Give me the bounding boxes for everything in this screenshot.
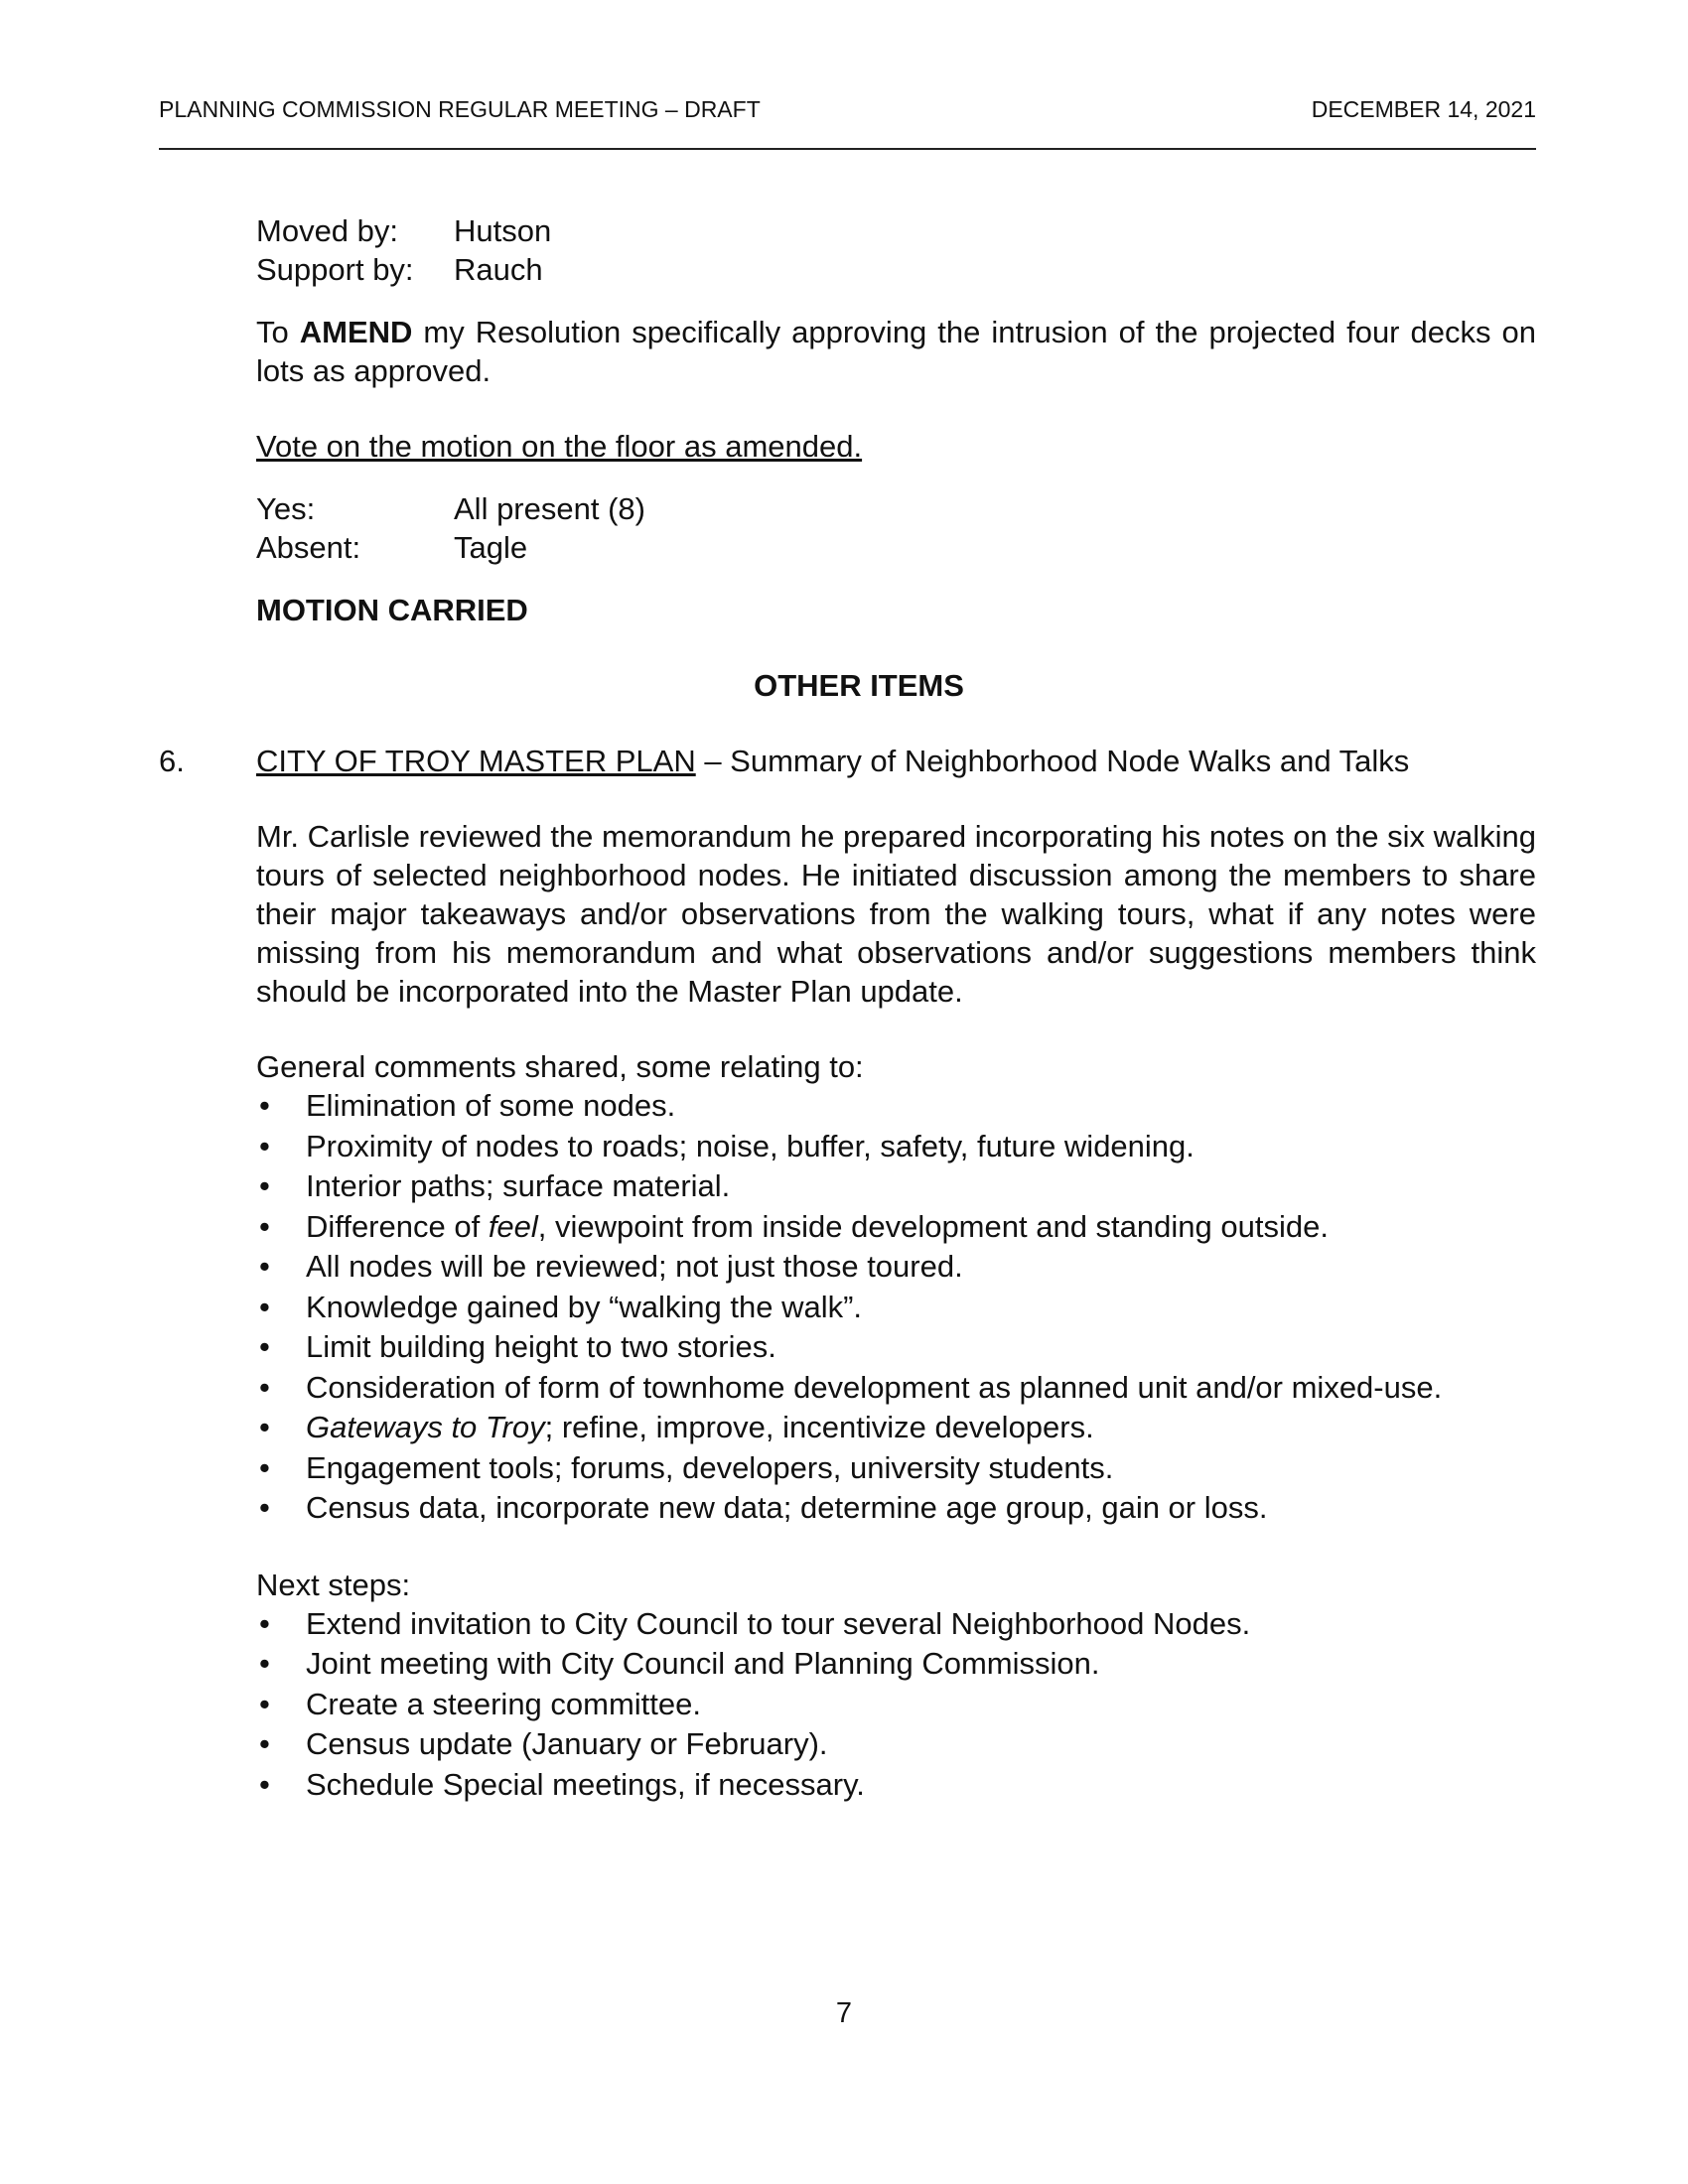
comment-9-italic: Gateways to Troy bbox=[306, 1410, 545, 1444]
list-item: • Consideration of form of townhome development as planned unit and/or mixed-use. bbox=[256, 1368, 1536, 1409]
list-item: • Create a steering committee. bbox=[256, 1685, 1536, 1725]
next-steps-intro: Next steps: bbox=[256, 1567, 411, 1602]
next-steps-list bbox=[256, 1604, 1536, 1806]
list-item: • Elimination of some nodes. bbox=[256, 1086, 1536, 1127]
list-item: • Extend invitation to City Council to tour several Neighborhood Nodes. bbox=[256, 1604, 1536, 1645]
summary-paragraph: Mr. Carlisle reviewed the memorandum he prepared incorporating his notes on the six walking tours of selected neighborhood nodes. He initiated discussion among the members to share their major takeaways and/or observations from the walking tours, what if any notes were missing from his memorandum and what observations and/or suggestions members think should be incorporated into the Master Plan update. bbox=[256, 819, 1536, 1009]
absent-row bbox=[256, 528, 1536, 567]
motion-text-bold: AMEND bbox=[299, 315, 413, 349]
absent-value: Tagle bbox=[454, 530, 528, 565]
absent-label: Absent: bbox=[256, 530, 361, 565]
comment-9-rest: ; refine, improve, incentivize developers. bbox=[544, 1410, 1094, 1444]
support-by-label: Support by: bbox=[256, 252, 414, 287]
comment-4-start: Difference of bbox=[306, 1208, 489, 1244]
list-item: • Proximity of nodes to roads; noise, buffer, safety, future widening. bbox=[256, 1127, 1536, 1167]
list-item: • All nodes will be reviewed; not just those toured. bbox=[256, 1247, 1536, 1288]
item-number: 6. bbox=[159, 744, 185, 778]
motion-text bbox=[256, 313, 1536, 390]
section-heading bbox=[256, 666, 1462, 705]
list-item: • Census update (January or February). bbox=[256, 1724, 1536, 1765]
header-title: PLANNING COMMISSION REGULAR MEETING – DRAFT bbox=[159, 96, 761, 122]
item-title: CITY OF TROY MASTER PLAN bbox=[256, 744, 696, 778]
yes-row bbox=[256, 489, 1536, 528]
motion-text-pre: To bbox=[256, 315, 300, 349]
moved-by-row bbox=[256, 211, 1536, 250]
list-item: • Engagement tools; forums, developers, university students. bbox=[256, 1448, 1536, 1489]
motion-result: MOTION CARRIED bbox=[256, 593, 528, 627]
moved-by-value: Hutson bbox=[454, 213, 552, 248]
list-item: • Schedule Special meetings, if necessary. bbox=[256, 1765, 1536, 1806]
list-item: • Limit building height to two stories. bbox=[256, 1327, 1536, 1368]
support-by-value: Rauch bbox=[454, 252, 543, 287]
list-item bbox=[256, 1207, 1536, 1248]
comment-4-italic: feel bbox=[488, 1208, 538, 1244]
list-item: • Census data, incorporate new data; determine age group, gain or loss. bbox=[256, 1488, 1536, 1529]
item-subtitle: – Summary of Neighborhood Node Walks and Talks bbox=[695, 744, 1410, 778]
vote-heading: Vote on the motion on the floor as amended. bbox=[256, 429, 863, 464]
header-date: DECEMBER 14, 2021 bbox=[1311, 96, 1536, 122]
list-item bbox=[256, 1408, 1536, 1448]
comments-list bbox=[256, 1086, 1536, 1529]
document-body bbox=[159, 211, 1536, 1805]
page-header bbox=[159, 96, 1536, 150]
moved-by-label: Moved by: bbox=[256, 213, 399, 248]
yes-value: All present (8) bbox=[454, 491, 645, 526]
agenda-item-6 bbox=[159, 742, 1536, 780]
comment-4-rest: , viewpoint from inside development and standing outside. bbox=[537, 1208, 1329, 1244]
motion-text-post: my Resolution specifically approving the intrusion of the projected four decks on lots as approved. bbox=[256, 315, 1536, 388]
list-item: • Knowledge gained by “walking the walk”. bbox=[256, 1288, 1536, 1328]
support-by-row bbox=[256, 250, 1536, 289]
list-item: • Joint meeting with City Council and Planning Commission. bbox=[256, 1644, 1536, 1685]
comments-intro: General comments shared, some relating to: bbox=[256, 1049, 864, 1084]
list-item: • Interior paths; surface material. bbox=[256, 1166, 1536, 1207]
section-heading-text: OTHER ITEMS bbox=[754, 668, 964, 703]
yes-label: Yes: bbox=[256, 491, 316, 526]
page-number: 7 bbox=[835, 1997, 853, 2029]
